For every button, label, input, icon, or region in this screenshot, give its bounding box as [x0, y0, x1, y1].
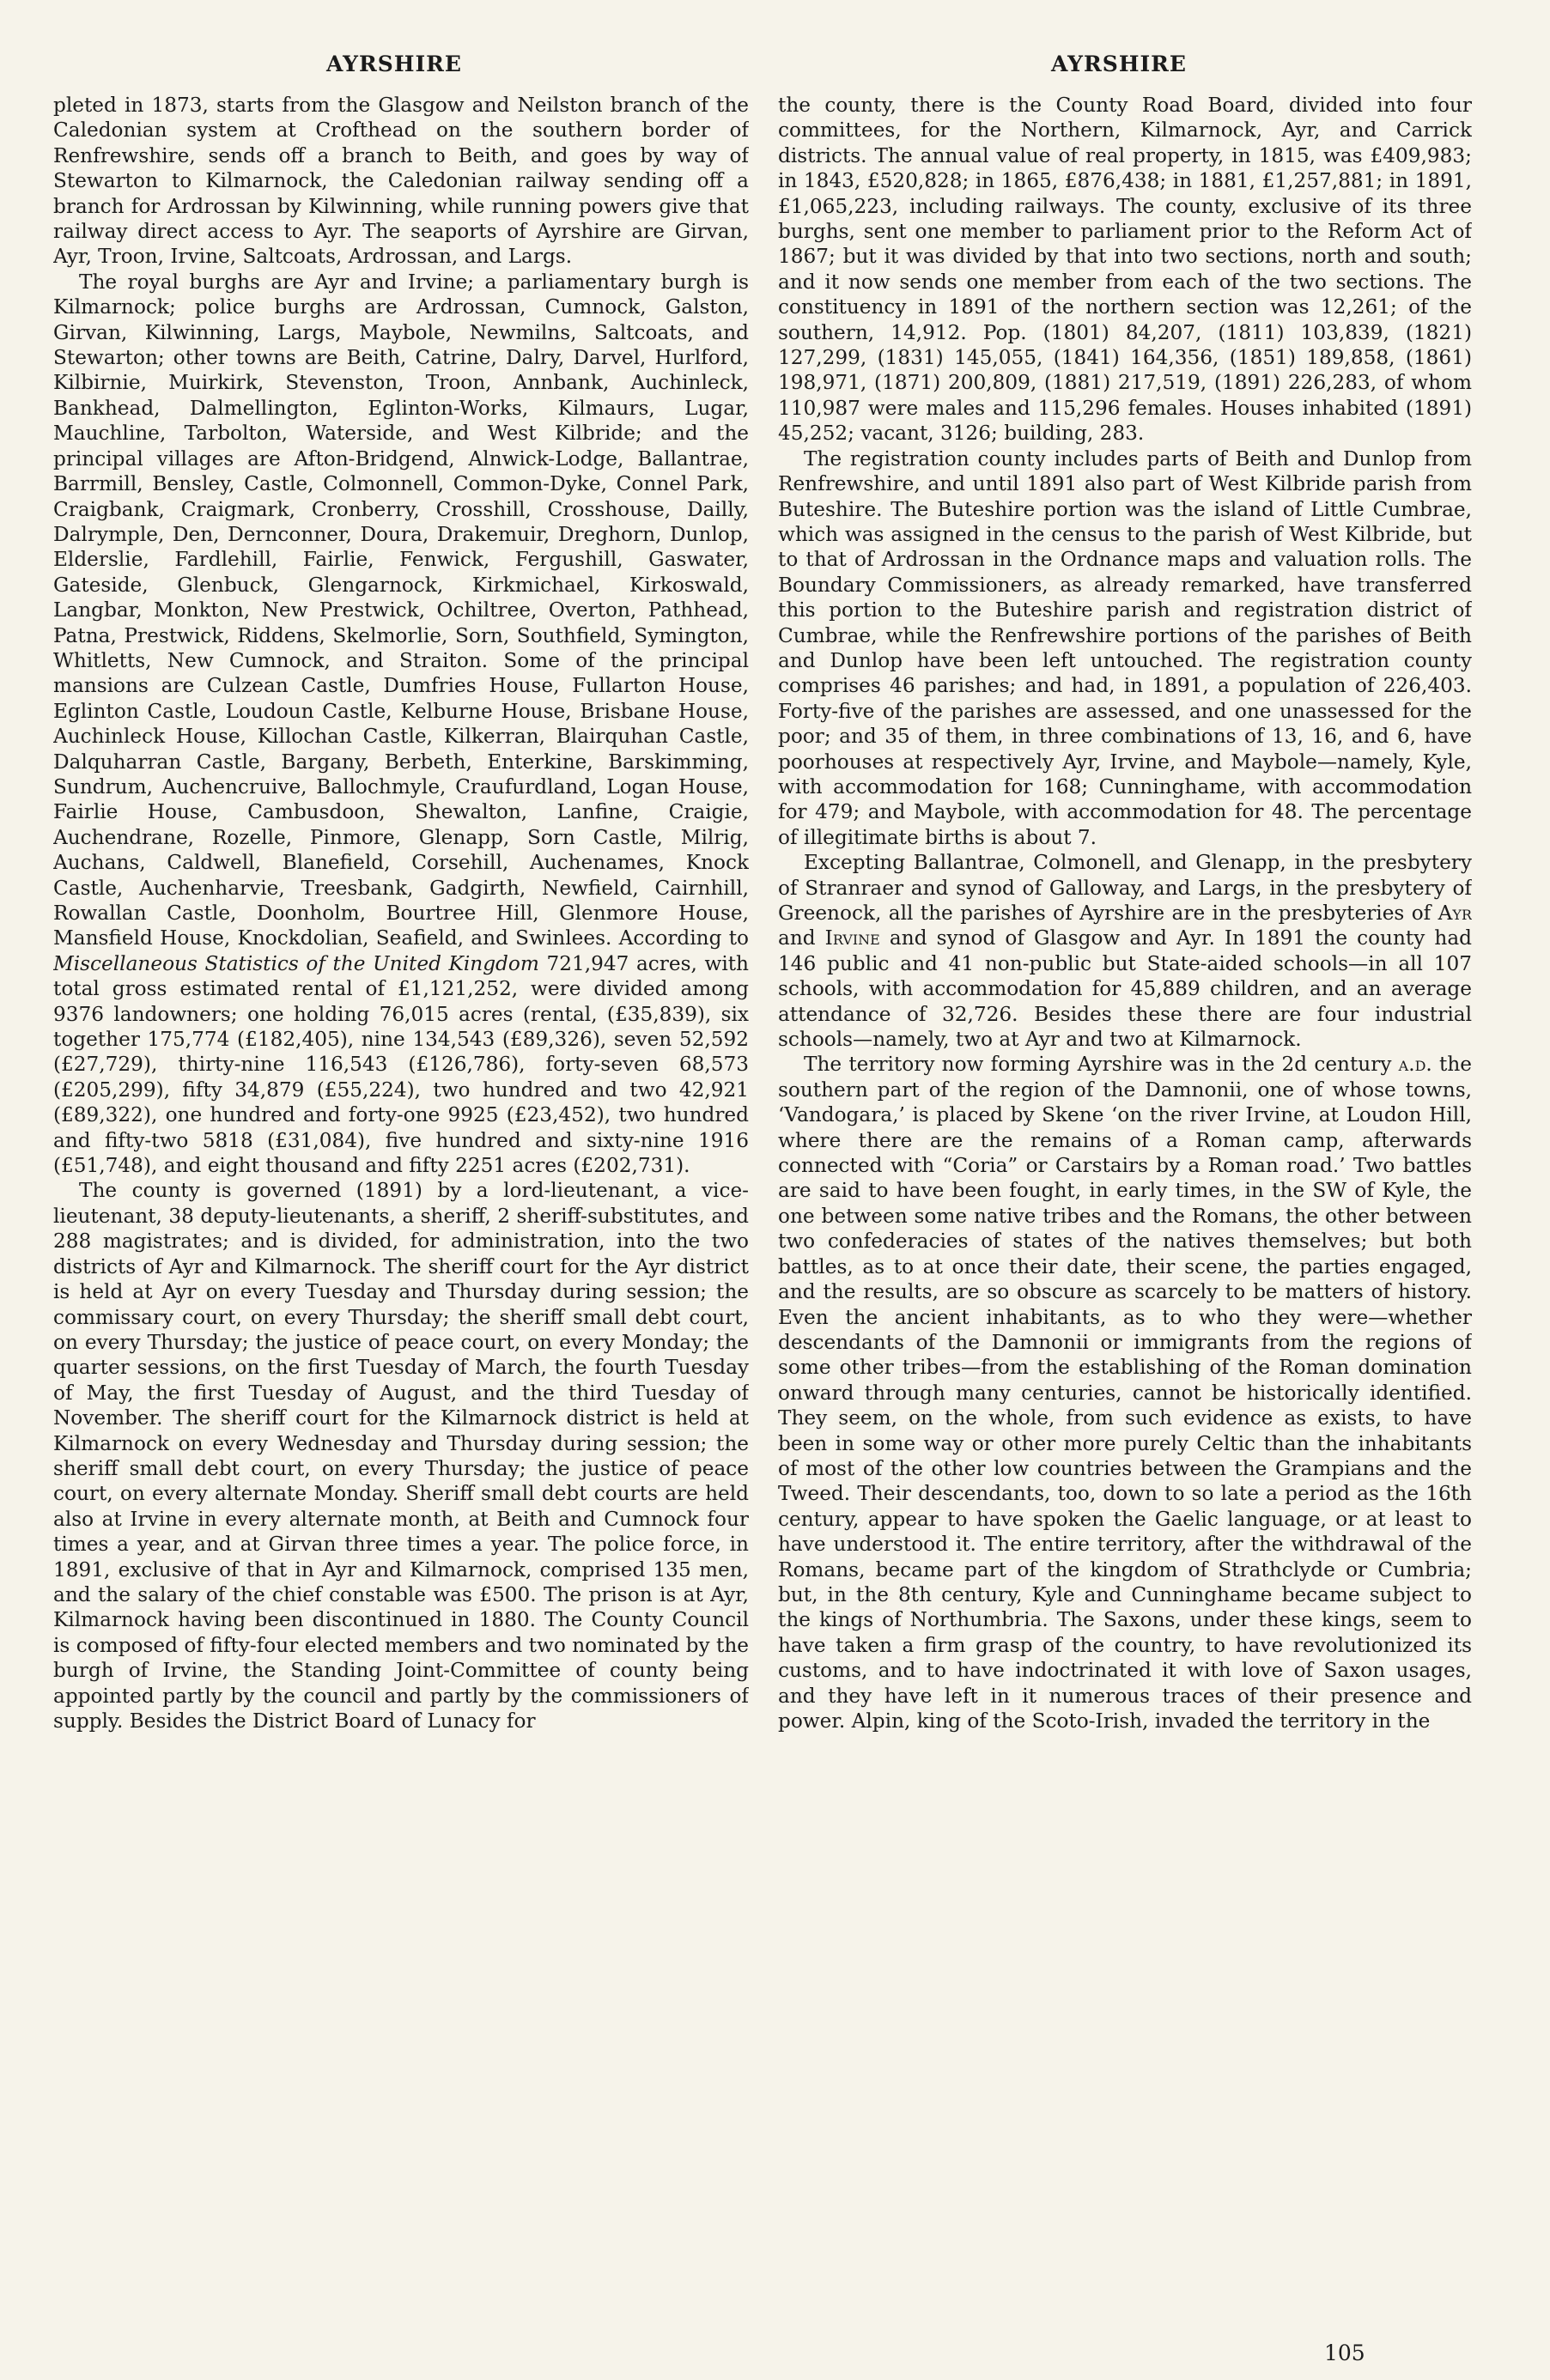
paragraph-text: the southern part of the region of the Damnonii, one of whose towns, ‘Vandogara,’ is placed by Skene ‘on the river Irvine, at Loudon Hill, where there are the remains of a Roman camp, afterwards connected with “Coria” or Carstairs by a Roman road.’ Two battles are said to have been fought, in early times, in the SW of Kyle, the one between some native tribes and the Romans, the other between two confederacies of states of the natives themselves; but both battles, as to at once their date, their scene, the parties engaged, and the results, are so obscure as scarcely to be matters of history. Even the ancient inhabitants, as to who they were—whether descendants of the Damnonii or immigrants from the regions of some other tribes—from the establishing of the Roman domination onward through many centuries, cannot be historically identified. They seem, on the whole, from such evidence as exists, to have been in some way or other more purely Celtic than the inhabitants of most of the other low countries between the Grampians and the Tweed. Their descendants, too, down to so late a period as the 16th century, appear to have spoken the Gaelic language, or at least to have understood it. The entire territory, after the withdrawal of the Romans, became part of the kingdom of Strathclyde or Cumbria; but, in the 8th century, Kyle and Cunninghame became subject to the kings of Northumbria. The Saxons, under these kings, seem to have taken a firm grasp of the country, to have revolutionized its customs, and to have indoctrinated it with love of Saxon usages, and they have left in it numerous traces of their presence and power. Alpin, king of the Scoto-Irish, invaded the territory in the: [778, 1053, 1472, 1733]
paragraph: The registration county includes parts of Beith and Dunlop from Renfrewshire, and until 1891 also part of West Kilbride parish from Buteshire. The Buteshire portion was the island of Little Cumbrae, which was assigned in the census to the parish of West Kilbride, but to that of Ardrossan in the Ordnance maps and valuation rolls. The Boundary Commissioners, as already remarked, have transferred this portion to the Buteshire parish and registration district of Cumbrae, while the Renfrewshire portions of the parishes of Beith and Dunlop have been left untouched. The registration county comprises 46 parishes; and had, in 1891, a population of 226,403. Forty-five of the parishes are assessed, and one unassessed for the poor; and 35 of them, in three combinations of 13, 16, and 6, have poorhouses at respectively Ayr, Irvine, and Maybole—namely, Kyle, with accommodation for 168; Cunninghame, with accommodation for 479; and Maybole, with accommodation for 48. The percentage of illegitimate births is about 7.: [778, 446, 1472, 849]
paragraph-text: and synod of Glasgow and Ayr. In 1891 the county had 146 public and 41 non-public but State-aided schools—in all 107 schools, with accommodation for 45,889 children, and an average attendance of 32,726. Besides these there are four industrial schools—namely, two at Ayr and two at Kilmarnock.: [778, 926, 1472, 1052]
paragraph-text: 721,947 acres, with total gross estimated rental of £1,121,252, were divided among 9376 landowners; one holding 76,015 acres (rental, (£35,839), six together 175,774 (£182,405), nine 134,543 (£89,326), seven 52,592 (£27,729), thirty-nine 116,543 (£126,786), forty-seven 68,573 (£205,299), fifty 34,879 (£55,224), two hundred and two 42,921 (£89,322), one hundred and forty-one 9925 (£23,452), two hundred and fifty-two 5818 (£31,084), five hundred and sixty-nine 1916 (£51,748), and eight thousand and fifty 2251 acres (£202,731).: [53, 951, 749, 1178]
paragraph: pleted in 1873, starts from the Glasgow and Neilston branch of the Caledonian system at Crofthead on the southern border of Renfrewshire, sends off a branch to Beith, and goes by way of Stewarton to Kilmarnock, the Caledonian railway sending off a branch for Ardrossan by Kilwinning, while running powers give that railway direct access to Ayr. The seaports of Ayrshire are Girvan, Ayr, Troon, Irvine, Saltcoats, Ardrossan, and Largs.: [53, 94, 749, 269]
small-caps-text: a.d.: [1398, 1053, 1432, 1077]
italic-title: Miscellaneous Statistics of the United Kingdom: [53, 951, 539, 975]
paragraph: [778, 850, 1472, 1052]
running-header-right: AYRSHIRE: [1051, 52, 1187, 76]
paragraph: [53, 270, 749, 1179]
paragraph-text: and: [778, 926, 825, 950]
running-header-left: AYRSHIRE: [326, 52, 462, 76]
left-column: [53, 93, 749, 2325]
paragraph-text: The royal burghs are Ayr and Irvine; a parliamentary burgh is Kilmarnock; police burghs are Ardrossan, Cumnock, Galston, Girvan, Kilwinning, Largs, Maybole, Newmilns, Saltcoats, and Stewarton; other towns are Beith, Catrine, Dalry, Darvel, Hurlford, Kilbirnie, Muirkirk, Stevenston, Troon, Annbank, Auchinleck, Bankhead, Dalmellington, Eglinton-Works, Kilmaurs, Lugar, Mauchline, Tarbolton, Waterside, and West Kilbride; and the principal villages are Afton-Bridgend, Alnwick-Lodge, Ballantrae, Barrmill, Bensley, Castle, Colmonnell, Common-Dyke, Connel Park, Craigbank, Craigmark, Cronberry, Crosshill, Crosshouse, Dailly, Dalrymple, Den, Dernconner, Doura, Drakemuir, Dreghorn, Dunlop, Elderslie, Fardlehill, Fairlie, Fenwick, Fergushill, Gaswater, Gateside, Glenbuck, Glengarnock, Kirkmichael, Kirkoswald, Langbar, Monkton, New Prestwick, Ochiltree, Overton, Pathhead, Patna, Prestwick, Riddens, Skelmorlie, Sorn, Southfield, Symington, Whitletts, New Cumnock, and Straiton. Some of the principal mansions are Culzean Castle, Dumfries House, Fullarton House, Eglinton Castle, Loudoun Castle, Kelburne House, Brisbane House, Auchinleck House, Killochan Castle, Kilkerran, Blairquhan Castle, Dalquharran Castle, Bargany, Berbeth, Enterkine, Barskimming, Sundrum, Auchencruive, Ballochmyle, Craufurdland, Logan House, Fairlie House, Cambusdoon, Shewalton, Lanfine, Craigie, Auchendrane, Rozelle, Pinmore, Glenapp, Sorn Castle, Milrig, Auchans, Caldwell, Blanefield, Corsehill, Auchenames, Knock Castle, Auchenharvie, Treesbank, Gadgirth, Newfield, Cairnhill, Rowallan Castle, Doonholm, Bourtree Hill, Glenmore House, Mansfield House, Knockdolian, Seafield, and Swinlees. According to: [53, 270, 749, 950]
small-caps-text: Irvine: [824, 926, 880, 950]
small-caps-text: Ayr: [1438, 902, 1472, 925]
paragraph-text: Excepting Ballantrae, Colmonell, and Glenapp, in the presbytery of Stranraer and synod of Galloway, and Largs, in the presbytery of Greenock, all the parishes of Ayrshire are in the presbyteries of: [778, 851, 1472, 925]
page-number: 105: [1324, 2341, 1365, 2365]
paragraph: the county, there is the County Road Board, divided into four committees, for the Northern, Kilmarnock, Ayr, and Carrick districts. The annual value of real property, in 1815, was £409,983; in 1843, £520,828; in 1865, £876,438; in 1881, £1,257,881; in 1891, £1,065,223, including railways. The county, exclusive of its three burghs, sent one member to parliament prior to the Reform Act of 1867; but it was divided by that into two sections, north and south; and it now sends one member from each of the two sections. The constituency in 1891 of the northern section was 12,261; of the southern, 14,912. Pop. (1801) 84,207, (1811) 103,839, (1821) 127,299, (1831) 145,055, (1841) 164,356, (1851) 189,858, (1861) 198,971, (1871) 200,809, (1881) 217,519, (1891) 226,283, of whom 110,987 were males and 115,296 females. Houses inhabited (1891) 45,252; vacant, 3126; building, 283.: [778, 94, 1472, 446]
paragraph-text: The territory now forming Ayrshire was in the 2d century: [804, 1053, 1399, 1077]
paragraph: [778, 1052, 1472, 1733]
right-column: [778, 93, 1472, 2325]
paragraph: The county is governed (1891) by a lord-lieutenant, a vice-lieutenant, 38 deputy-lieutenants, a sheriff, 2 sheriff-substitutes, and 288 magistrates; and is divided, for administration, into the two districts of Ayr and Kilmarnock. The sheriff court for the Ayr district is held at Ayr on every Tuesday and Thursday during session; the commissary court, on every Thursday; the sheriff small debt court, on every Thursday; the justice of peace court, on every Monday; the quarter sessions, on the first Tuesday of March, the fourth Tuesday of May, the first Tuesday of August, and the third Tuesday of November. The sheriff court for the Kilmarnock district is held at Kilmarnock on every Wednesday and Thursday during session; the sheriff small debt court, on every Thursday; the justice of peace court, on every alternate Monday. Sheriff small debt courts are held also at Irvine in every alternate month, at Beith and Cumnock four times a year, and at Girvan three times a year. The police force, in 1891, exclusive of that in Ayr and Kilmarnock, comprised 135 men, and the salary of the chief constable was £500. The prison is at Ayr, Kilmarnock having been discontinued in 1880. The County Council is composed of fifty-four elected members and two nominated by the burgh of Irvine, the Standing Joint-Committee of county being appointed partly by the council and partly by the commissioners of supply. Besides the District Board of Lunacy for: [53, 1179, 749, 1733]
